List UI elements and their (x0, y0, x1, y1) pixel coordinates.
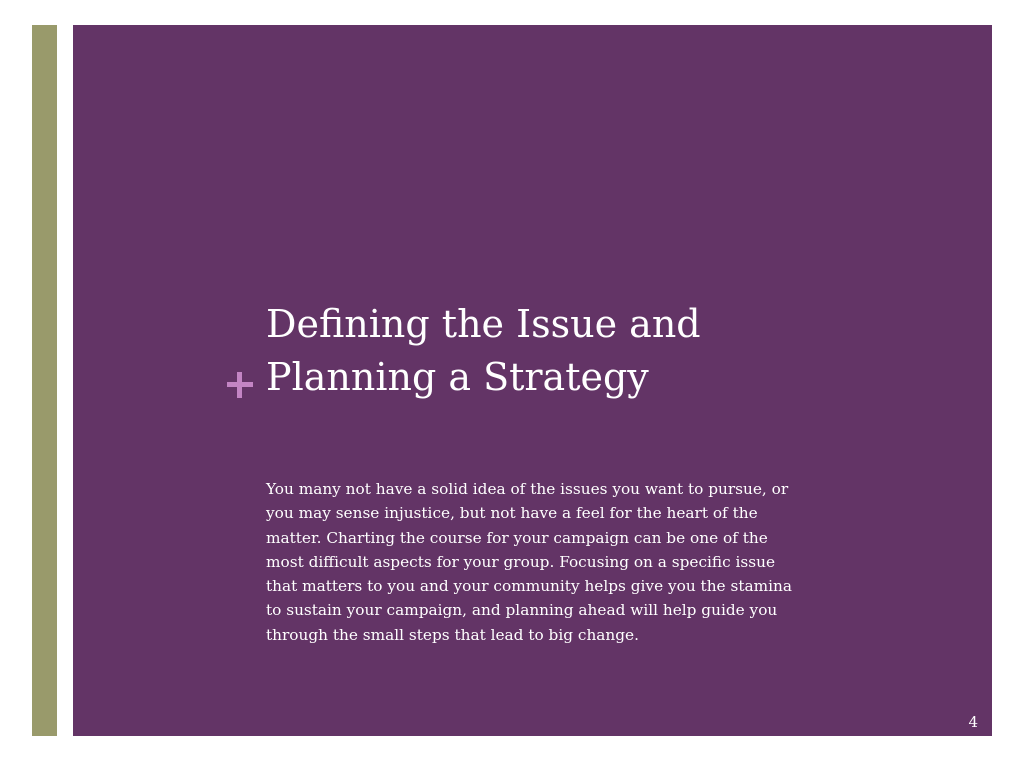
body-line-7: through the small steps that lead to big change. (266, 625, 639, 644)
body-line-2: you may sense injustice, but not have a feel for the heart of the (266, 504, 758, 523)
body-line-6: to sustain your campaign, and planning ahead will help guide you (266, 601, 778, 620)
body-line-3: matter. Charting the course for your campaign can be one of the (266, 528, 768, 547)
body-line-1: You many not have a solid idea of the issues you want to pursue, or (266, 480, 789, 498)
plus-icon-vertical (237, 372, 242, 398)
accent-bar (32, 25, 57, 736)
plus-icon (223, 368, 257, 402)
body-line-5: that matters to you and your community helps give you the stamina (266, 577, 792, 596)
body-line-4: most difficult aspects for your group. Focusing on a specific issue (266, 552, 776, 571)
slide-title-line-1: Defining the Issue and (266, 302, 701, 346)
slide-title (266, 298, 906, 404)
slide-title-line-2: Planning a Strategy (266, 355, 649, 399)
slide-body-text (266, 477, 886, 647)
page-number: 4 (968, 713, 978, 731)
